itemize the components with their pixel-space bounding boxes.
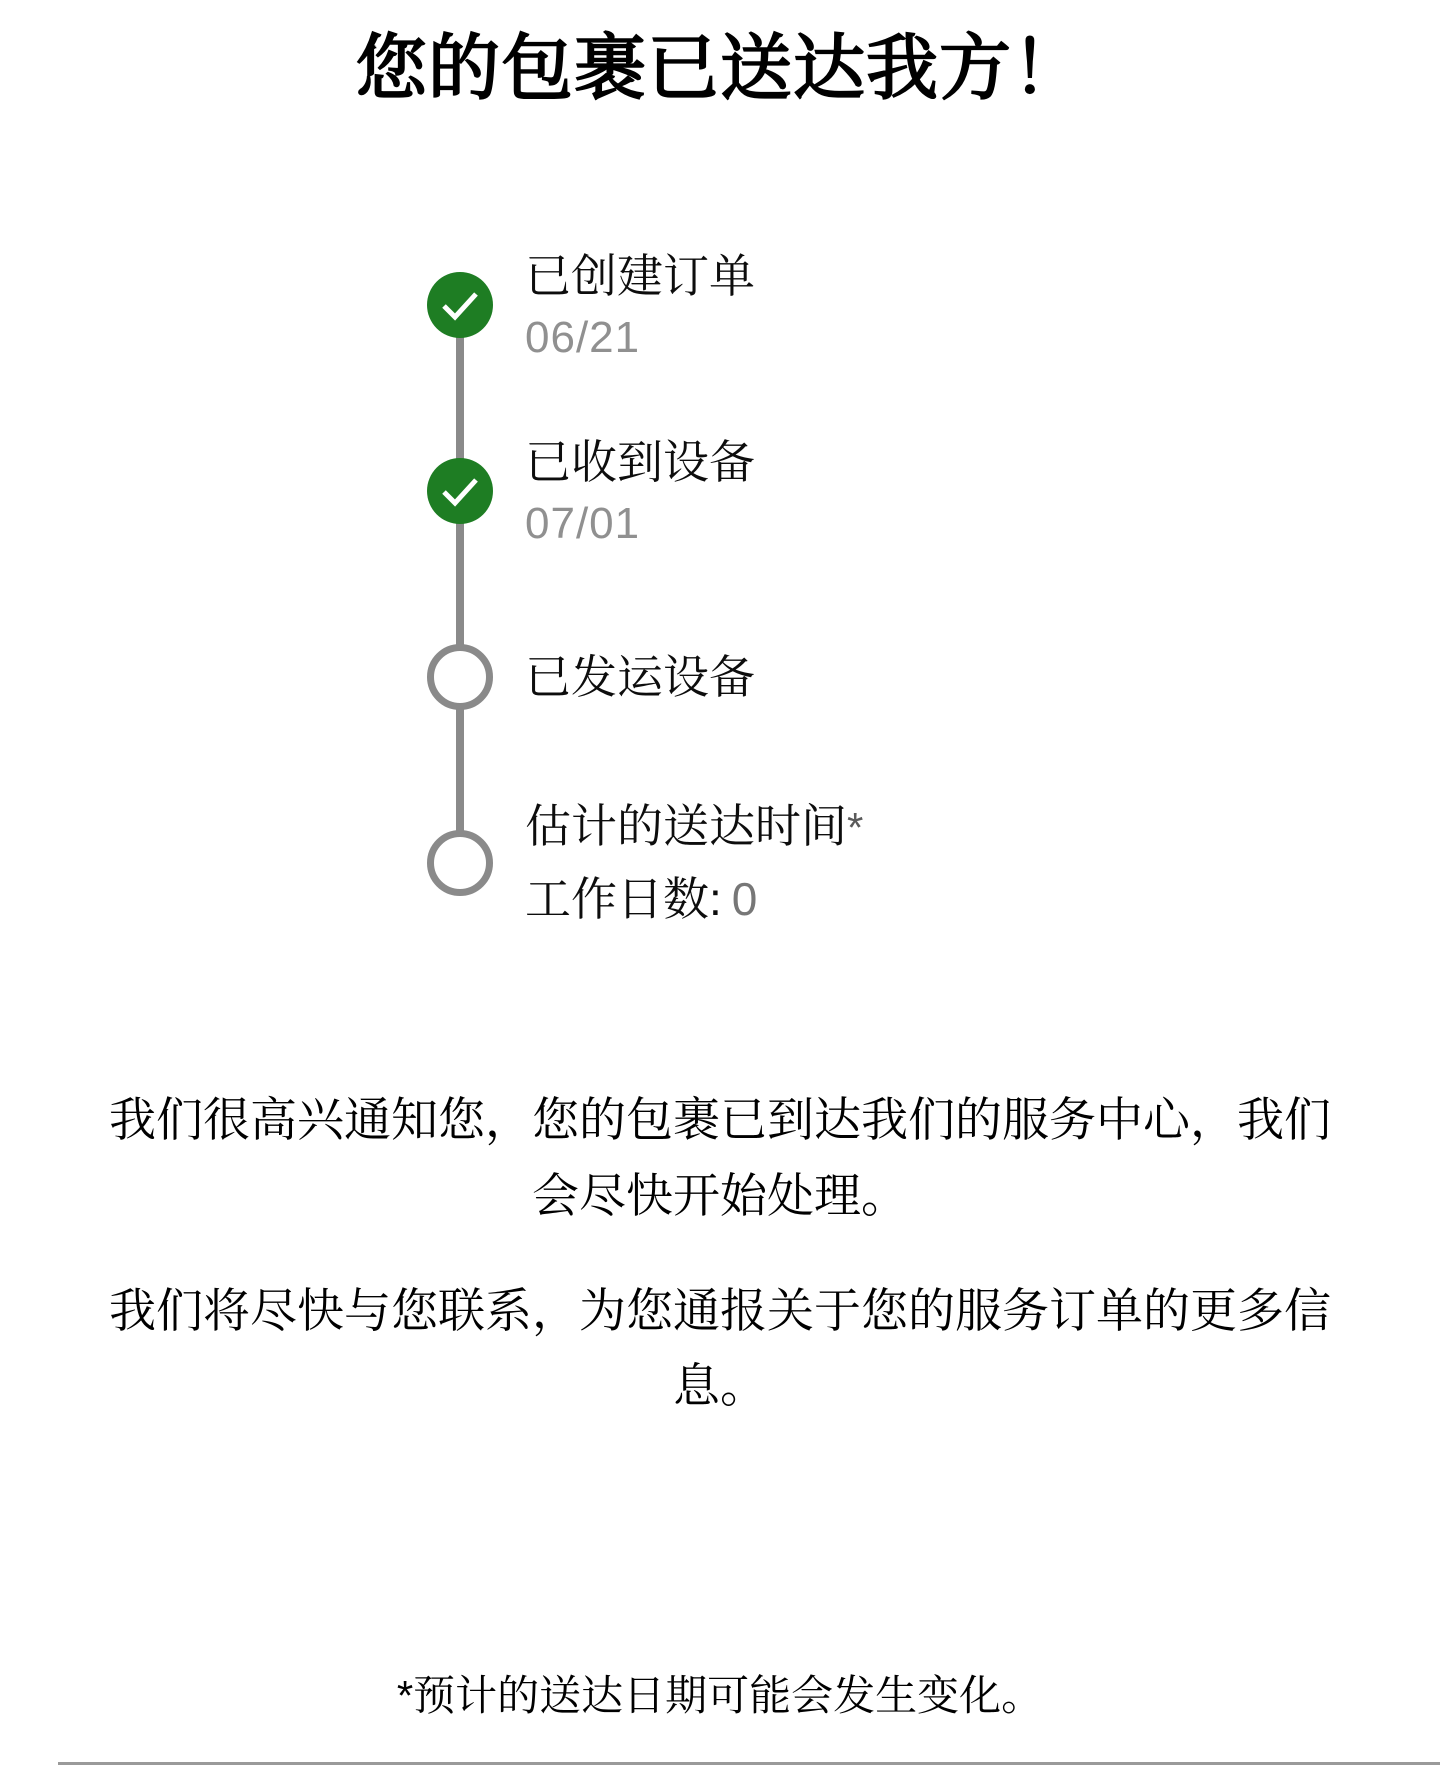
step-label: 已创建订单: [525, 249, 755, 302]
check-icon: [427, 272, 493, 338]
timeline-step-device-shipped: [427, 584, 1440, 770]
step-label: 估计的送达时间*: [525, 799, 864, 852]
timeline-step-estimated-delivery: [427, 770, 1440, 956]
working-days-row: [525, 863, 863, 929]
delivery-date-footnote: *预计的送达日期可能会发生变化。: [396, 1672, 1044, 1720]
step-date: 06/21: [525, 313, 641, 363]
step-date: 07/01: [525, 499, 641, 549]
empty-circle-icon: [427, 830, 493, 896]
empty-circle-icon: [427, 644, 493, 710]
order-status-timeline: [427, 212, 1440, 956]
timeline-step-device-received: [427, 398, 1440, 584]
notification-body: [0, 1082, 1440, 1423]
check-circle-icon: [427, 458, 493, 524]
working-days-value: 0: [731, 873, 758, 926]
timeline-step-order-created: [427, 212, 1440, 398]
working-days-label: 工作日数:: [525, 873, 722, 926]
page-title: 您的包裹已送达我方！: [354, 29, 1085, 109]
footnote-asterisk: *: [847, 803, 864, 851]
check-circle-icon: [427, 272, 493, 338]
paragraph-contact-notice: 我们将尽快与您联系，为您通报关于您的服务订单的更多信息。: [109, 1283, 1331, 1412]
check-icon: [427, 458, 493, 524]
paragraph-arrival-notice: 我们很高兴通知您，您的包裹已到达我们的服务中心，我们会尽快开始处理。: [109, 1093, 1331, 1222]
step-label: 已发运设备: [525, 650, 755, 703]
step-label: 已收到设备: [525, 435, 755, 488]
